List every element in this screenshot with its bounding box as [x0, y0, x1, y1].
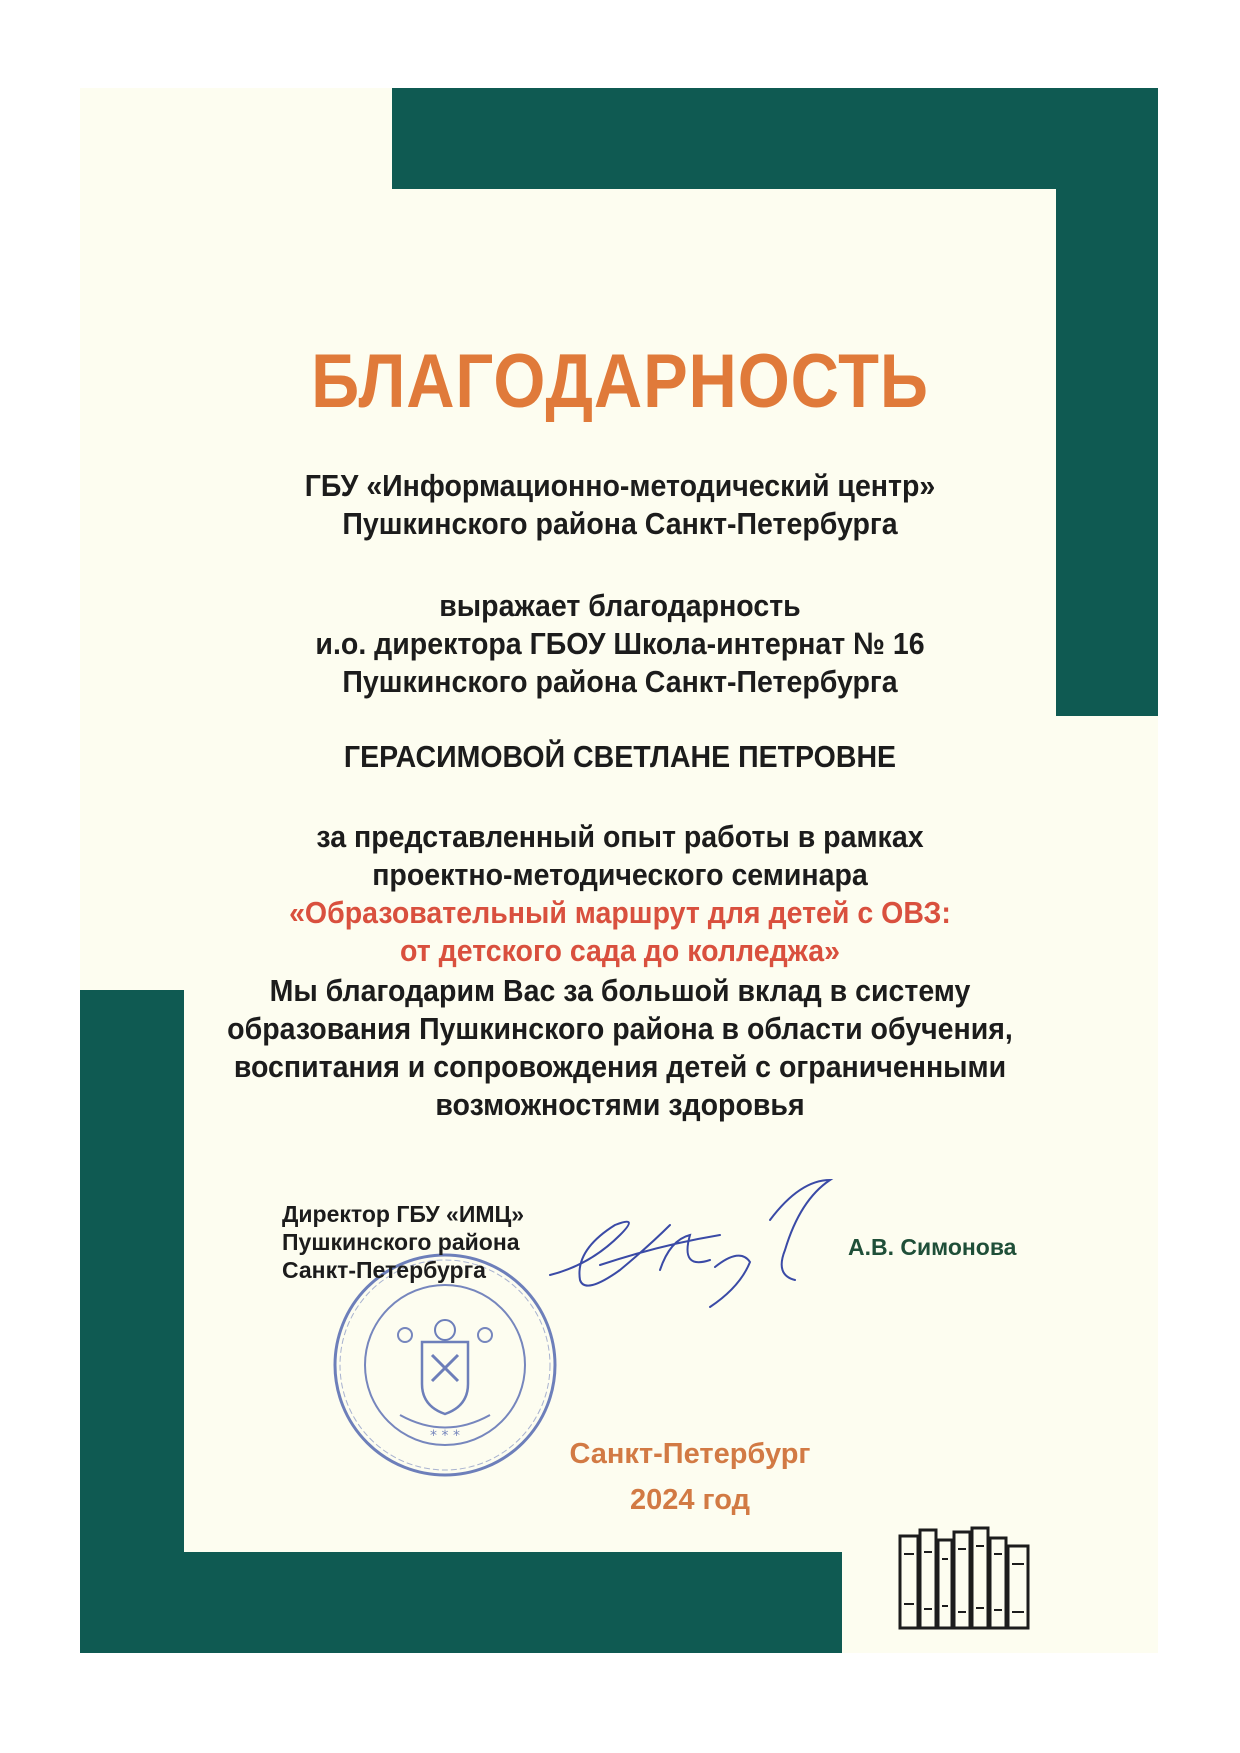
reason-line: проектно-методического семинара [372, 857, 868, 892]
contribution-line: Мы благодарим Вас за большой вклад в систему [269, 973, 971, 1008]
contribution-block [50, 972, 1191, 1124]
contribution-line: воспитания и сопровождения детей с ограниченными [233, 1049, 1007, 1084]
expression-line: Пушкинского района Санкт-Петербурга [342, 664, 898, 699]
decor-band-top [392, 88, 1158, 189]
city-label: Санкт-Петербург [569, 1438, 811, 1470]
reason-line: за представленный опыт работы в рамках [316, 819, 924, 854]
books-icon [896, 1524, 1036, 1632]
signer-name: А.В. Симонова [848, 1234, 1017, 1260]
issuer-block [50, 467, 1191, 543]
contribution-line: образования Пушкинского района в области обучения, [227, 1011, 1013, 1046]
svg-text:* * *: * * * [430, 1428, 460, 1444]
seminar-title-line: «Образовательный маршрут для детей с ОВЗ: [289, 895, 951, 930]
expression-block [50, 587, 1191, 701]
seminar-title-line: от детского сада до колледжа» [400, 933, 840, 968]
place-and-date [540, 1431, 840, 1523]
expression-line: выражает благодарность [439, 588, 801, 623]
signer-title-line: Директор ГБУ «ИМЦ» [282, 1201, 525, 1227]
decor-band-bottom [80, 1552, 842, 1653]
signer-title-line: Санкт-Петербурга [282, 1257, 486, 1283]
certificate-title: БЛАГОДАРНОСТЬ [311, 339, 929, 424]
signer-title-line: Пушкинского района [282, 1229, 520, 1255]
signer-title [282, 1200, 524, 1284]
issuer-line: Пушкинского района Санкт-Петербурга [342, 506, 898, 541]
recipient-name: ГЕРАСИМОВОЙ СВЕТЛАНЕ ПЕТРОВНЕ [343, 739, 897, 774]
expression-line: и.о. директора ГБОУ Школа-интернат № 16 [315, 626, 925, 661]
signature-icon [540, 1175, 860, 1315]
year-label: 2024 год [629, 1484, 750, 1516]
contribution-line: возможностями здоровья [435, 1087, 805, 1122]
reason-block [50, 818, 1191, 970]
round-stamp-icon [330, 1250, 560, 1480]
issuer-line: ГБУ «Информационно-методический центр» [304, 468, 936, 503]
